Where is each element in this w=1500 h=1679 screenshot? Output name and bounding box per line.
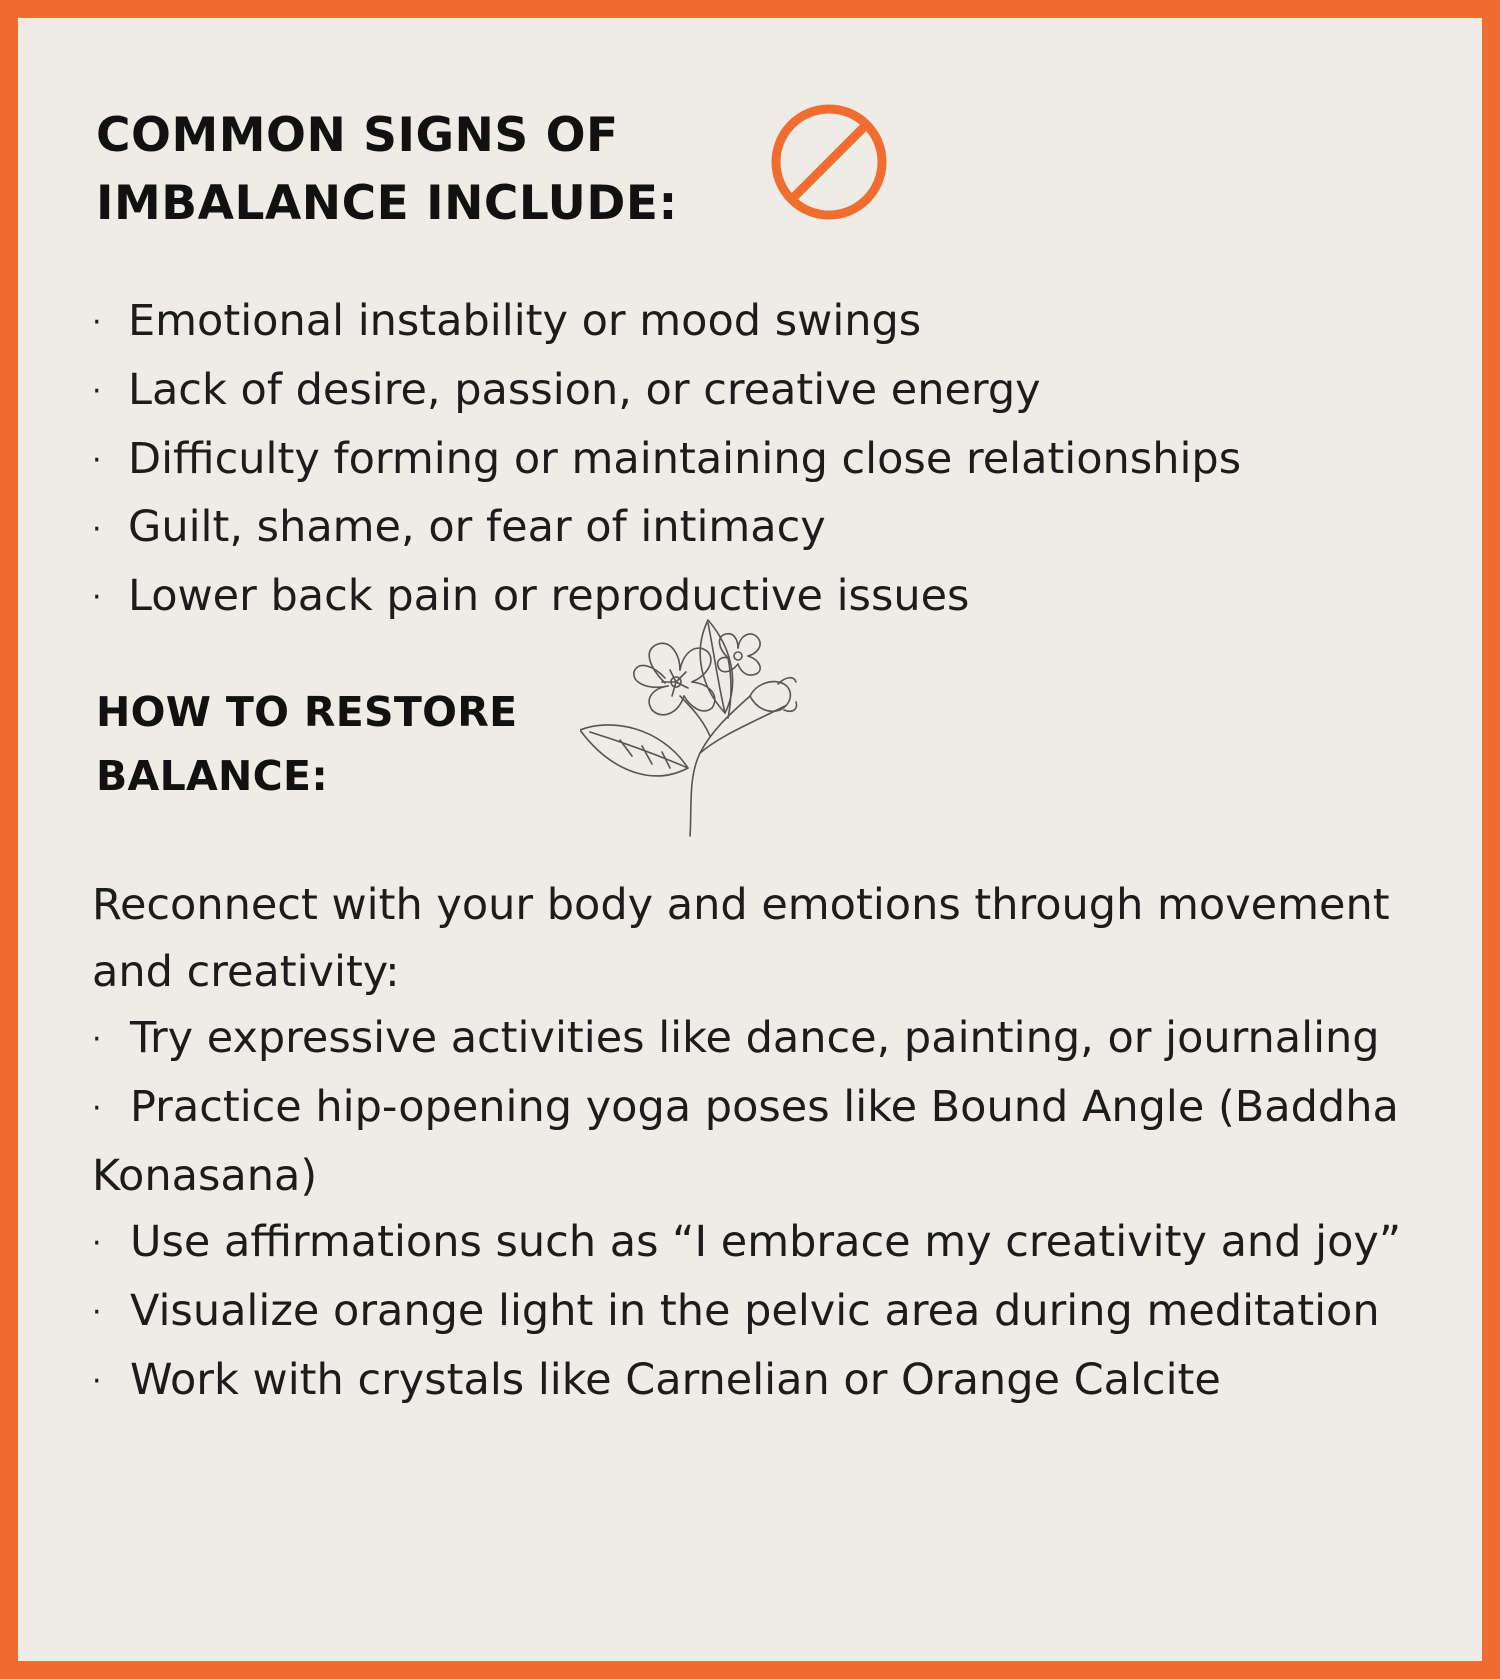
list-item-text: Practice hip-opening yoga poses like Bound Angle (Baddha Konasana) xyxy=(92,1081,1399,1201)
list-item-text: Visualize orange light in the pelvic area during meditation xyxy=(130,1285,1380,1336)
list-item-text: Lack of desire, passion, or creative energy xyxy=(128,364,1041,415)
bullet-dot: · xyxy=(92,1022,102,1058)
imbalance-heading xyxy=(96,102,678,238)
restore-intro: Reconnect with your body and emotions through movement and creativity: xyxy=(92,880,1390,997)
prohibited-icon xyxy=(768,101,890,223)
restore-section xyxy=(92,872,1422,1415)
list-item-text: Lower back pain or reproductive issues xyxy=(128,571,970,621)
bullet-dot: · xyxy=(92,305,102,341)
imbalance-heading-line1: COMMON SIGNS OF xyxy=(96,108,619,163)
restore-heading xyxy=(96,680,517,808)
bullet-dot: · xyxy=(92,580,102,616)
bullet-dot: · xyxy=(92,442,102,478)
restore-heading-line1: HOW TO RESTORE xyxy=(96,688,518,736)
list-item-text: Guilt, shame, or fear of intimacy xyxy=(128,502,826,553)
list-item xyxy=(92,357,1241,426)
list-item-text: Use affirmations such as “I embrace my creativity and joy” xyxy=(130,1217,1402,1267)
list-item xyxy=(92,426,1241,495)
list-item-text: Try expressive activities like dance, painting, or journaling xyxy=(130,1013,1380,1063)
list-item-text: Emotional instability or mood swings xyxy=(128,296,922,346)
bullet-dot: · xyxy=(92,511,102,547)
bullet-dot: · xyxy=(92,1091,102,1126)
flower-icon xyxy=(580,618,830,843)
list-item xyxy=(92,1005,1422,1074)
bullet-dot: · xyxy=(92,374,102,409)
list-item xyxy=(92,1278,1422,1347)
list-item xyxy=(92,1209,1422,1278)
restore-heading-line2: BALANCE: xyxy=(96,752,329,800)
list-item xyxy=(92,1074,1422,1209)
info-card xyxy=(18,18,1482,1661)
bullet-dot: · xyxy=(92,1295,102,1330)
bullet-dot: · xyxy=(92,1226,102,1262)
imbalance-signs-list xyxy=(92,288,1241,632)
imbalance-heading-line2: IMBALANCE INCLUDE: xyxy=(96,176,678,231)
list-item xyxy=(92,1347,1422,1416)
list-item-text: Difficulty forming or maintaining close relationships xyxy=(128,433,1242,484)
list-item xyxy=(92,288,1241,357)
list-item-text: Work with crystals like Carnelian or Orange Calcite xyxy=(130,1354,1221,1405)
bullet-dot: · xyxy=(92,1363,102,1399)
list-item xyxy=(92,494,1241,563)
